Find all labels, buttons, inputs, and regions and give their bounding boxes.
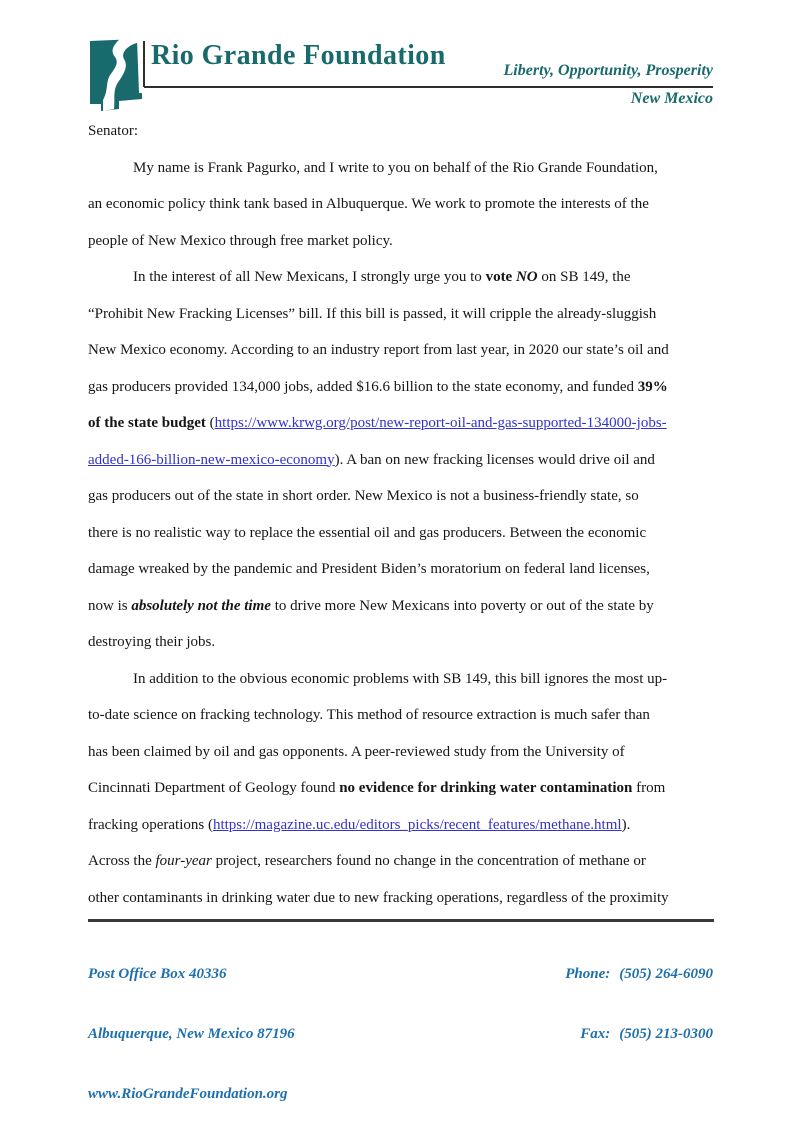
- text-run: damage wreaked by the pandemic and President Biden’s moratorium on federal land licenses,: [88, 561, 650, 577]
- letter-line: [88, 843, 716, 880]
- text-run: an economic policy think tank based in Albuquerque. We work to promote the interests of the: [88, 196, 649, 212]
- phone-number: (505) 264-6090: [619, 966, 713, 982]
- text-run: of the state budget: [88, 415, 206, 431]
- footer-website: www.RioGrandeFoundation.org: [88, 1086, 288, 1102]
- text-run: Cincinnati Department of Geology found: [88, 780, 340, 796]
- text-run: on SB 149, the: [537, 269, 631, 285]
- footer-address: [88, 924, 295, 1144]
- letter-line: [88, 588, 716, 625]
- letter-line: [88, 332, 716, 369]
- letter-line: [88, 259, 716, 296]
- footer-phone-line: [565, 964, 713, 984]
- letter-body: [88, 113, 716, 916]
- text-run: gas producers out of the state in short order. New Mexico is not a business-friendly state, so: [88, 488, 639, 504]
- text-run: project, researchers found no change in the concentration of methane or: [211, 853, 646, 869]
- text-run: people of New Mexico through free market policy.: [88, 232, 393, 249]
- text-run: absolutely not the time: [131, 597, 271, 614]
- text-run: 39%: [637, 378, 668, 395]
- letter-line: [88, 697, 716, 734]
- text-run: other contaminants in drinking water due to new fracking operations, regardless of the proximity: [88, 889, 669, 906]
- hyperlink[interactable]: added-166-billion-new-mexico-economy: [88, 451, 335, 468]
- footer-contact: [565, 924, 713, 1084]
- text-run: In the interest of all New Mexicans, I strongly urge you to: [133, 269, 486, 285]
- hyperlink[interactable]: https://magazine.uc.edu/editors_picks/recent_features/methane.html: [212, 816, 622, 833]
- letter-line: [88, 734, 716, 771]
- letter-line: [88, 113, 716, 150]
- letter-line: [88, 624, 716, 661]
- text-run: ). A ban on new fracking licenses would drive oil and: [334, 451, 655, 468]
- text-run: vote: [485, 269, 516, 285]
- text-run: New Mexico economy. According to an industry report from last year, in 2020 our state’s oil and: [88, 342, 669, 358]
- letter-line: [88, 551, 716, 588]
- text-run: has been claimed by oil and gas opponents. A peer-reviewed study from the University of: [88, 743, 625, 760]
- letter-line: [88, 661, 716, 698]
- text-run: Senator:: [88, 123, 138, 139]
- text-run: no evidence for drinking water contamination: [339, 780, 633, 796]
- fax-number: (505) 213-0300: [619, 1026, 713, 1042]
- text-run: ).: [621, 816, 631, 833]
- text-run: there is no realistic way to replace the essential oil and gas producers. Between the economic: [88, 524, 647, 541]
- letter-line: [88, 807, 716, 844]
- footer-rule: [88, 919, 714, 922]
- text-run: fracking operations (: [88, 816, 213, 833]
- text-run: In addition to the obvious economic problems with SB 149, this bill ignores the most up-: [133, 670, 668, 687]
- fax-label: Fax:: [580, 1026, 611, 1042]
- hyperlink[interactable]: https://www.krwg.org/post/new-report-oil-and-gas-supported-134000-jobs-: [214, 415, 667, 431]
- text-run: to-date science on fracking technology. This method of resource extraction is much safer than: [88, 707, 650, 723]
- letter-line: [88, 442, 716, 479]
- letter-line: [88, 296, 716, 333]
- letter-line: [88, 150, 716, 187]
- footer-address-line: Albuquerque, New Mexico 87196: [88, 1026, 295, 1042]
- letter-line: [88, 186, 716, 223]
- letter-line: [88, 478, 716, 515]
- text-run: from: [632, 780, 666, 796]
- text-run: to drive more New Mexicans into poverty or out of the state by: [270, 597, 654, 614]
- letter-line: [88, 223, 716, 260]
- rio-grande-logo: [88, 37, 142, 113]
- text-run: My name is Frank Pagurko, and I write to you on behalf of the Rio Grande Foundation,: [133, 159, 658, 176]
- phone-label: Phone:: [565, 966, 611, 982]
- letter-line: [88, 770, 716, 807]
- header-vertical-rule: [143, 41, 145, 87]
- footer-fax-line: [565, 1024, 713, 1044]
- letter-line: [88, 880, 716, 917]
- text-run: now is: [88, 597, 132, 614]
- text-run: (: [205, 415, 215, 431]
- letter-line: [88, 405, 716, 442]
- letter-line: [88, 369, 716, 406]
- letter-line: [88, 515, 716, 552]
- text-run: “Prohibit New Fracking Licenses” bill. If this bill is passed, it will cripple the already-sluggish: [88, 305, 657, 322]
- text-run: four-year: [155, 853, 212, 869]
- text-run: Across the: [88, 853, 156, 869]
- header-rule: [144, 86, 713, 88]
- region-label: New Mexico: [630, 90, 713, 107]
- text-run: destroying their jobs.: [88, 634, 216, 650]
- text-run: gas producers provided 134,000 jobs, added $16.6 billion to the state economy, and funded: [88, 378, 638, 395]
- tagline: Liberty, Opportunity, Prosperity: [503, 62, 713, 79]
- org-name: Rio Grande Foundation: [151, 40, 446, 71]
- text-run: NO: [515, 269, 538, 285]
- footer-address-line: Post Office Box 40336: [88, 966, 227, 982]
